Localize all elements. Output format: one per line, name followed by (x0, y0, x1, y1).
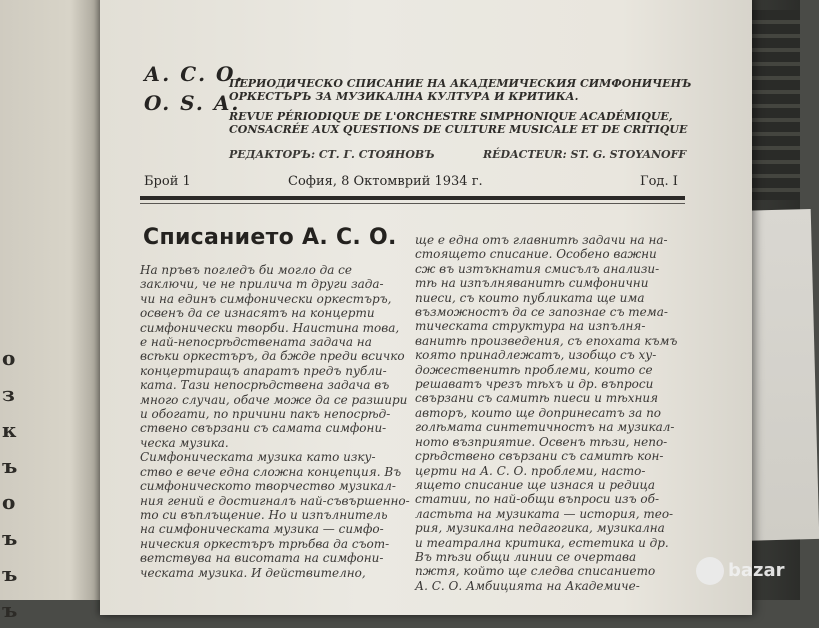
text-line: освенъ да се изнасятъ на концерти (140, 306, 375, 321)
text-line: ното възприятие. Освенъ тѣзи, непо- (415, 434, 668, 449)
text-line: рия, музикална педагогика, музикална (415, 521, 665, 536)
header-rule-thin (140, 203, 685, 204)
text-line: церти на А. С. О. проблеми, насто- (415, 463, 646, 478)
text-line: симфонически творби. Наистина това, (140, 320, 400, 335)
text-line: всѣки оркестъръ, да бжде преди всичко (140, 349, 405, 364)
text-line: която принадлежатъ, изобщо съ ху- (415, 348, 657, 363)
article-title: Списанието А. С. О. (143, 225, 397, 250)
description-line: REVUE PÉRIODIQUE DE L'ORCHESTRE SIMPHONIQUE ACADÉMIQUE, (229, 110, 673, 123)
description-line: CONSACRÉE AUX QUESTIONS DE CULTURE MUSICALE ET DE CRITIQUE (229, 123, 688, 136)
text-line: симфоническото творчество музикал- (140, 479, 396, 494)
text-line: и театрална критика, естетика и др. (415, 535, 669, 550)
description-french (229, 110, 699, 136)
article-left-column (140, 263, 410, 580)
article-right-column (415, 233, 700, 593)
text-line: ческа музика. (140, 435, 229, 450)
text-line: пжтя, който ще следва списанието (415, 564, 656, 579)
text-line: концертиращъ апаратъ предъ публи- (140, 363, 387, 378)
issue-number: Брой 1 (144, 174, 191, 189)
text-line: ветствува на висотата на симфони- (140, 551, 384, 566)
masthead-logo (144, 60, 245, 118)
text-line: сж въ изтъкнатия смисълъ анализи- (415, 261, 660, 276)
text-line: Симфоническата музика като изку- (140, 450, 376, 465)
text-line: ство е вече една сложна концепция. Въ (140, 464, 402, 479)
description-line: ПЕРИОДИЧЕСКО СПИСАНИЕ НА АКАДЕМИЧЕСКИЯ СИМФОНИЧЕНЪ (229, 77, 692, 90)
left-page-glyph: з (2, 382, 15, 406)
left-page-glyph: о (2, 346, 16, 370)
text-line: много случаи, обаче може да се разшири (140, 392, 408, 407)
text-line: ствено свързани съ самата симфони- (140, 421, 387, 436)
editor-bulgarian: РЕДАКТОРЪ: СТ. Г. СТОЯНОВЪ (229, 148, 435, 161)
text-line: Въ тѣзи общи линии се очертава (415, 549, 637, 564)
text-line: ническия оркестъръ трѣбва да съот- (140, 536, 390, 551)
text-line: тѣ на изпълняванитѣ симфонични (415, 276, 649, 291)
left-page-glyph: ъ (2, 526, 18, 550)
text-line: пиеси, съ които публиката ще има (415, 290, 645, 305)
text-line: ката. Тази непосрѣдствена задача въ (140, 378, 390, 393)
text-line: авторъ, които ще допринесатъ за по (415, 405, 662, 420)
logo-french: O. S. A. (144, 91, 241, 115)
issue-info (140, 174, 685, 194)
issue-place-date: София, 8 Октомврий 1934 г. (288, 174, 483, 189)
left-page-glyph: ъ (2, 598, 18, 622)
text-line: ния гений е достигналъ най-съвършенно- (140, 493, 410, 508)
text-line: чи на единъ симфонически оркестъръ, (140, 291, 392, 306)
logo-bulgarian: А. С. О. (144, 62, 245, 86)
description-bulgarian (229, 77, 699, 103)
text-line: ящето списание ще изнася и редица (415, 477, 656, 492)
left-page-glyph: о (2, 490, 16, 514)
text-line: то си въплъщение. Но и изпълнитель (140, 507, 388, 522)
text-line: ванитѣ произведения, съ епохата къмъ (415, 333, 678, 348)
text-line: ще е една отъ главнитѣ задачи на на- (415, 233, 668, 247)
left-page-glyph: к (2, 418, 17, 442)
background-left-page-text (2, 340, 22, 628)
text-line: голѣмата синтетичностъ на музикал- (415, 420, 675, 435)
editor-line (229, 148, 699, 161)
text-line: А. С. О. Амбицията на Академиче- (415, 578, 640, 593)
text-line: ческата музика. И действително, (140, 565, 366, 580)
text-line: статии, по най-общи въпроси изъ об- (415, 492, 660, 507)
magazine-page (100, 0, 752, 615)
editor-french: RÉDACTEUR: ST. G. STOYANOFF (483, 148, 687, 161)
watermark-text: bazar (728, 560, 785, 581)
text-line: свързани съ самитѣ пиеси и тѣхния (415, 391, 659, 406)
text-line: възможностъ да се запознае съ тема- (415, 305, 668, 320)
header-rule-thick (140, 196, 685, 200)
watermark (690, 553, 800, 589)
text-line: и обогати, по причини пакъ непосрѣд- (140, 407, 391, 422)
text-line: заключи, че не прилича т други зада- (140, 277, 384, 292)
text-line: дожественитѣ проблеми, които се (415, 362, 653, 377)
text-line: тическата структура на изпълня- (415, 319, 646, 334)
background-left-page (0, 0, 100, 622)
text-line: решаватъ чрезъ тѣхъ и др. въпроси (415, 377, 654, 392)
text-line: На пръвъ погледъ би могло да се (140, 263, 352, 277)
text-line: стоящето списание. Особено важни (415, 247, 657, 262)
watermark-logo-icon (696, 557, 724, 585)
text-line: ластьта на музиката — история, тео- (415, 506, 674, 521)
left-page-glyph: ъ (2, 454, 18, 478)
text-line: на симфоническата музика — симфо- (140, 522, 384, 537)
description-line: ОРКЕСТЪРЪ ЗА МУЗИКАЛНА КУЛТУРА И КРИТИКА. (229, 90, 579, 103)
text-line: е най-непосрѣдствената задача на (140, 335, 372, 350)
left-page-glyph: ъ (2, 562, 18, 586)
issue-year: Год. I (640, 174, 678, 189)
text-line: срѣдствено свързани съ самитѣ кон- (415, 449, 664, 464)
